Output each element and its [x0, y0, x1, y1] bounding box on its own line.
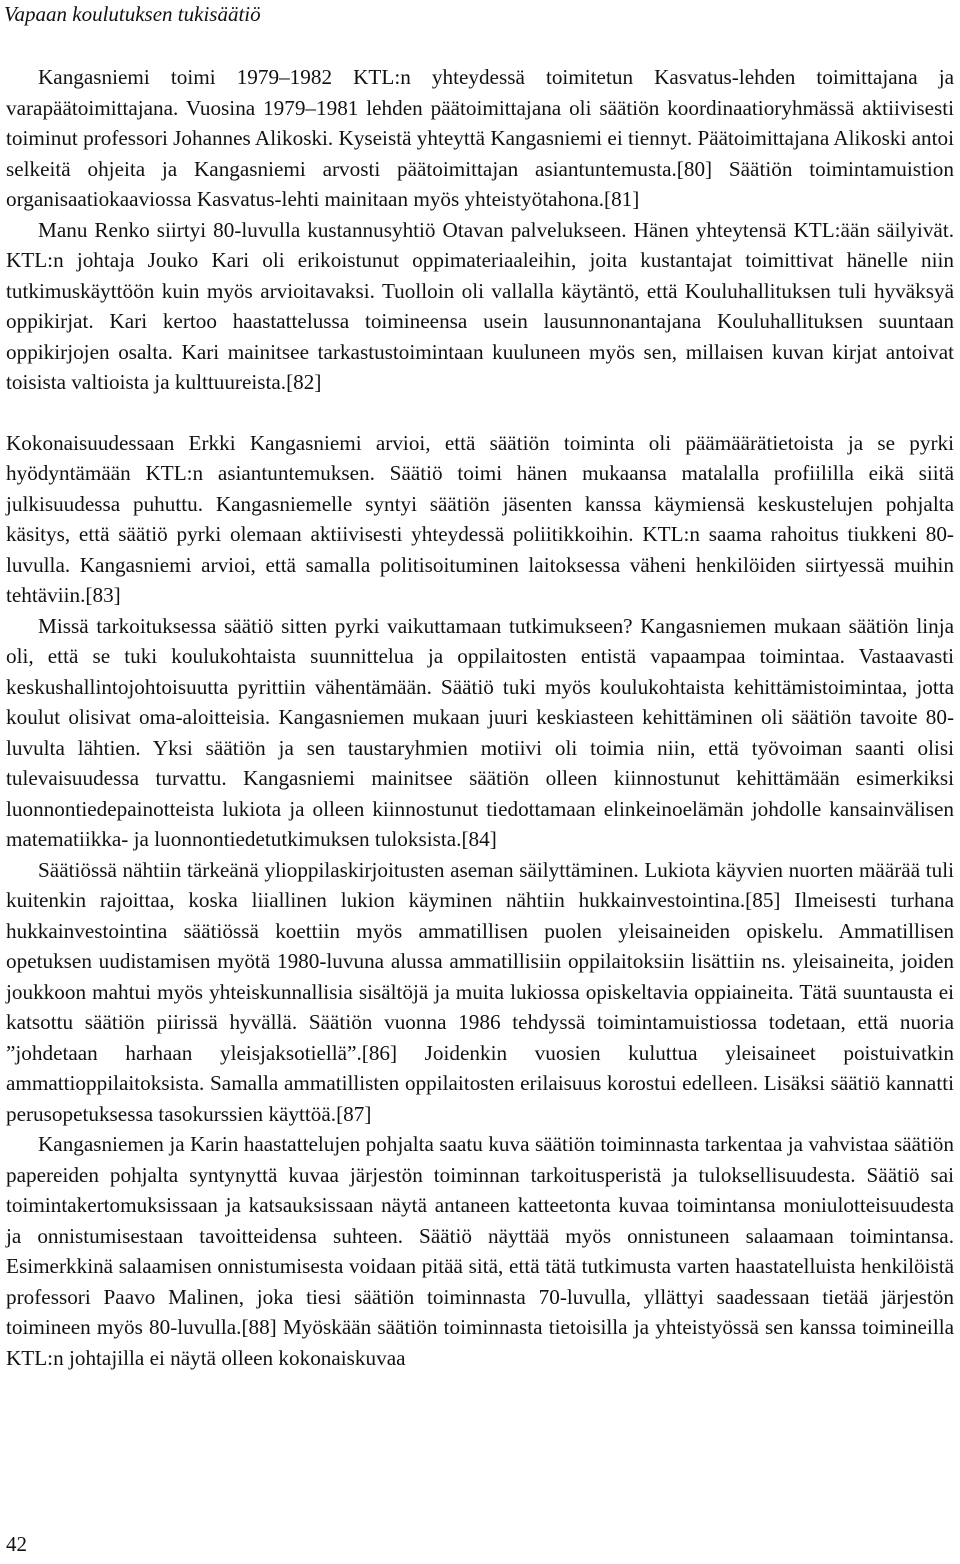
paragraph: Kangasniemi toimi 1979–1982 KTL:n yhteydessä toimitetun Kasvatus-lehden toimittajana ja varapäätoimittajana. Vuosina 1979–1981 lehden päätoimittajana oli säätiön koordinaatioryhmässä aktiivisesti toiminut professori Johannes Alikoski. Kyseistä yhteyttä Kangasniemi ei tiennyt. Päätoimittajana Alikoski antoi selkeitä ohjeita ja Kangasniemi arvosti päätoimittajan asiantuntemusta.[80] Säätiön toimintamuistion organisaatiokaaviossa Kasvatus-lehti mainitaan myös yhteistyötahona.[81] — [6, 65, 955, 211]
paragraph: Missä tarkoituksessa säätiö sitten pyrki vaikuttamaan tutkimukseen? Kangasniemen mukaan säätiön linja oli, että se tuki koulukohtaista suunnittelua ja oppilaitosten entistä vapaampaa toimintaa. Vastaavasti keskushallintojohtoisuutta pyrittiin vähentämään. Säätiö tuki myös koulukohtaista kehittämistoimintaa, jotta koulut olisivat oma-aloitteisia. Kangasniemen mukaan juuri keskiasteen kehittäminen oli säätiön tavoite 80-luvulta lähtien. Yksi säätiön ja sen taustaryhmien motiivi oli toimia niin, että työvoiman saanti olisi tulevaisuudessa turvattu. Kangasniemi mainitsee säätiön olleen kiinnostunut kehittämään esimerkiksi luonnontiedepainotteista lukiota ja olleen kiinnostunut tiedottamaan elinkeinoelämän johdolle kansainvälisen matematiikka- ja luonnontiedetutkimuksen tuloksista.[84] — [6, 613, 954, 851]
paragraph: Kangasniemen ja Karin haastattelujen pohjalta saatu kuva säätiön toiminnasta tarkentaa ja vahvistaa säätiön papereiden pohjalta syntynyttä kuvaa järjestön toiminnan tarkoitusperistä ja tuloksellisuudesta. Säätiö sai toimintakertomuksissaan ja katsauksissaan näytä antaneen katteetonta kuvaa toimintansa moniulotteisuudesta ja onnistumisestaan tavoitteidensa suhteen. Säätiö näyttää myös onnistuneen salaamaan toimintansa. Esimerkkinä salaamisen onnistumisesta voidaan pitää sitä, että tätä tutkimusta varten haastatelluista henkilöistä professori Paavo Malinen, joka tiesi säätiön toiminnasta 70-luvulla, yllättyi saadessaan tietää järjestön toimineen myös 80-luvulla.[88] Myöskään säätiön toiminnasta tietoisilla ja yhteistyössä sen kanssa toimineilla KTL:n johtajilla ei näytä olleen kokonaiskuvaa — [6, 1132, 954, 1370]
page-number: 42 — [6, 1532, 27, 1556]
body-text — [6, 62, 954, 1373]
paragraph: Manu Renko siirtyi 80-luvulla kustannusyhtiö Otavan palvelukseen. Hänen yhteytensä KTL:ään säilyivät. KTL:n johtaja Jouko Kari oli erikoistunut oppimateriaaleihin, joita kustantajat toimittivat hänelle niin tutkimuskäyttöön kuin myös arvioitavaksi. Tuolloin oli vallalla käytäntö, että Kouluhallituksen tuli hyväksyä oppikirjat. Kari kertoo haastattelussa toimineensa usein lausunnonantajana Kouluhallituksen suuntaan oppikirjojen osalta. Kari mainitsee tarkastustoimintaan kuuluneen myös sen, millaisen kuvan kirjat antoivat toisista valtioista ja kulttuureista.[82] — [6, 217, 954, 394]
running-header: Vapaan koulutuksen tukisäätiö — [4, 2, 261, 26]
paragraph: Säätiössä nähtiin tärkeänä ylioppilaskirjoitusten aseman säilyttäminen. Lukiota käyvien nuorten määrää tuli kuitenkin rajoittaa, koska liiallinen lukion käyminen nähtiin hukkainvestointina.[85] Ilmeisesti turhana hukkainvestointina säätiössä koettiin myös ammatillisen puolen yleisaineiden opiskelu. Ammatillisen opetuksen uudistamisen myötä 1980-luvuna alussa ammatillisiin oppilaitoksiin lisättiin ns. yleisaineita, joiden joukkoon mahtui myös yhteiskunnallisia sisältöjä ja muita lukiossa opiskeltavia oppiaineita. Tätä suuntausta ei katsottu säätiön piirissä hyvällä. Säätiön vuonna 1986 tehdyssä toimintamuistiossa todetaan, että nuoria ”johdetaan harhaan yleisjaksotiellä”.[86] Joidenkin vuosien kuluttua yleisaineet poistuivatkin ammattioppilaitoksista. Samalla ammatillisten oppilaitosten erilaisuus korostui edelleen. Lisäksi säätiö kannatti perusopetuksessa tasokurssien käyttöä.[87] — [6, 857, 954, 1126]
paragraph: Kokonaisuudessaan Erkki Kangasniemi arvioi, että säätiön toiminta oli päämäärätietoista ja se pyrki hyödyntämään KTL:n asiantuntemuksen. Säätiö toimi hänen mukaansa matalalla profiililla eikä siitä julkisuudessa puhuttu. Kangasniemelle syntyi säätiön jäsenten kanssa käymiensä keskustelujen pohjalta käsitys, että säätiö pyrki olemaan aktiivisesti yhteydessä poliitikkoihin. KTL:n saama rahoitus tiukkeni 80-luvulla. Kangasniemi arvioi, että samalla politisoituminen laitoksessa väheni henkilöiden siirtyessä muihin tehtäviin.[83] — [6, 430, 954, 607]
